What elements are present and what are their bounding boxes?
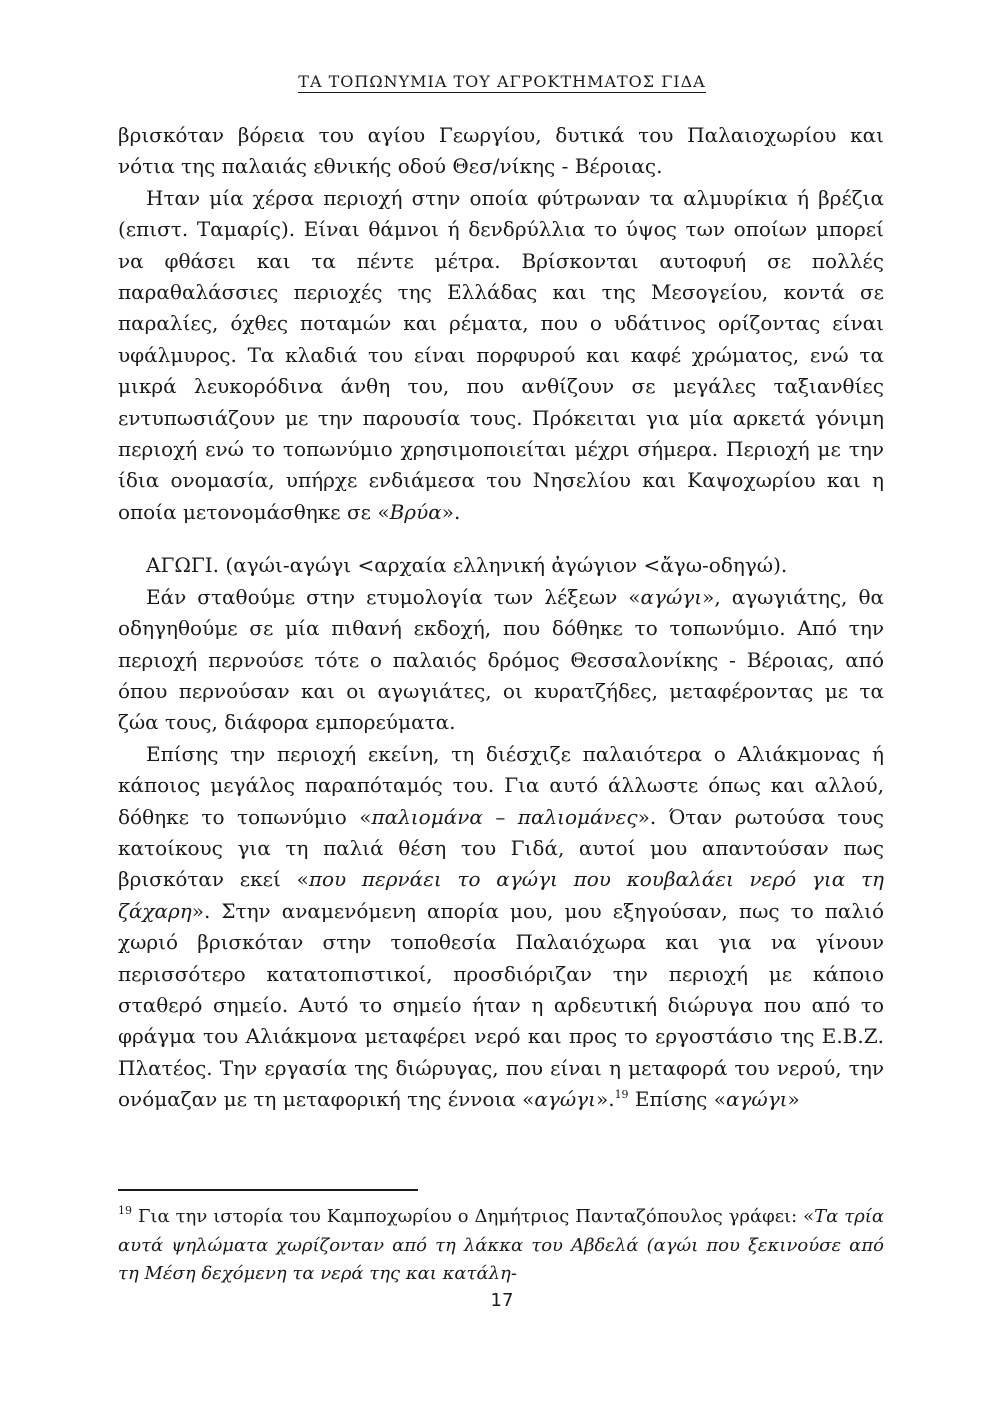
running-head [0, 72, 1004, 91]
body-text [118, 120, 884, 1116]
footnote-19 [118, 1203, 884, 1289]
paragraph-3-end: », αγωγιάτης, θα οδηγηθούμε σε μία πιθανή εκδοχή, που δόθηκε το τοπωνύμιο. Από την περιοχή περνούσε τότε ο παλαιός δρόμος Θεσσαλονίκης - Βέροιας, από όπου περνούσαν και οι αγωγιάτες, οι κυρατζήδες, μεταφέροντας με τα ζώα τους, διάφορα εμπορεύματα. [118, 584, 884, 735]
paragraph-3-italic: αγώγι [640, 584, 703, 609]
paragraph-4-text-d: ». [595, 1087, 615, 1112]
paragraph-4-text-b: ». Όταν ρωτούσα τους κατοίκους για τη παλιά θέση του Γιδά, αυτοί μου απαντούσαν πως βρισκόταν εκεί « [118, 804, 884, 892]
paragraph-2-italic: Βρύα [389, 499, 442, 524]
paragraph-2-end: ». [441, 499, 461, 524]
paragraph-4-italic-1: παλιομάνα – παλιομάνες [371, 804, 638, 829]
paragraph-4-italic-3: αγώγι [534, 1087, 596, 1112]
paragraph-1 [118, 120, 884, 183]
paragraph-4-text-e: Επίσης « [628, 1087, 726, 1112]
paragraph-2-text: Ηταν μία χέρσα περιοχή στην οποία φύτρωναν τα αλμυρίκια ή βρέζια (επιστ. Ταμαρίς). Είναι θάμνοι ή δενδρύλλια το ύψος των οποίων μπορεί να φθάσει και τα πέντε μέτρα. Βρίσκονται αυτοφυή σε πολλές παραθαλάσσιες περιοχές της Ελλάδας και της Μεσογείου, κοντά σε παραλίες, όχθες ποταμών και ρέματα, που ο υδάτινος ορίζοντας είναι υφάλμυρος. Τα κλαδιά του είναι πορφυρού και καφέ χρώματος, ενώ τα μικρά λευκορόδινα άνθη του, που ανθίζουν σε μεγάλες ταξιανθίες εντυπωσιάζουν με την παρουσία τους. Πρόκειται για μία αρκετά γόνιμη περιοχή ενώ το τοπωνύμιο χρησιμοποιείται μέχρι σήμερα. Περιοχή με την ίδια ονομασία, υπήρχε ενδιάμεσα του Νησελίου και Καψοχωρίου και η οποία μετονομάσθηκε σε « [118, 185, 884, 524]
paragraph-4-italic-4: αγώγι [725, 1087, 788, 1112]
footnote-italic: Τα τρία αυτά ψηλώματα χωρίζονταν από τη λάκκα του Αβδελά (αγώι που ξεκινούσε από τη Μέση δεχόμενη τα νερά της και κατάλη- [118, 1206, 884, 1284]
paragraph-4-italic-2: που περνάει το αγώγι που κουβαλάει νερό για τη ζάχαρη [118, 867, 884, 923]
paragraph-4-text-c: ». Στην αναμενόμενη απορία μου, μου εξηγούσαν, πως το παλιό χωριό βρισκόταν στην τοποθεσία Παλαιόχωρα και για να γίνουν περισσότερο κατατοπιστικοί, προσδιόριζαν την περιοχή με κάποιο σταθερό σημείο. Αυτό το σημείο ήταν η αρδευτική διώρυγα που από το φράγμα του Αλιάκμονα μεταφέρει νερό και προς το εργοστάσιο της Ε.Β.Ζ. Πλατέος. Την εργασία της διώρυγας, που είναι η μεταφορά του νερού, την ονόμαζαν με τη μεταφορική της έννοια « [118, 898, 884, 1112]
footnote-text: Για την ιστορία του Καμποχωρίου ο Δημήτριος Πανταζόπουλος γράφει: « [132, 1206, 815, 1227]
paragraph-3 [118, 582, 884, 739]
footnotes [118, 1203, 884, 1289]
paragraph-4-text-a: Επίσης την περιοχή εκείνη, τη διέσχιζε παλαιότερα ο Αλιάκμονας ή κάποιος μεγάλος παραπόταμός του. Για αυτό άλλωστε όπως και αλλού, δόθηκε το τοπωνύμιο « [118, 741, 884, 829]
paragraph-4-text-f: » [787, 1087, 800, 1112]
paragraph-4 [118, 739, 884, 1116]
entry-heading [118, 550, 884, 581]
footnote-number: 19 [118, 1204, 132, 1217]
entry-title: ΑΓΩΓΙ. [146, 553, 220, 578]
footnote-reference[interactable]: 19 [614, 1088, 629, 1102]
paragraph-1-text: βρισκόταν βόρεια του αγίου Γεωργίου, δυτικά του Παλαιοχωρίου και νότια της παλαιάς εθνικής οδού Θεσ/νίκης - Βέροιας. [118, 123, 884, 179]
footnote-divider [118, 1189, 418, 1191]
paragraph-3-text: Εάν σταθούμε στην ετυμολογία των λέξεων « [146, 584, 641, 609]
entry-etymology: (αγώι-αγώγι <αρχαία ελληνική ἀγώγιον <ἄγω-οδηγώ). [219, 553, 788, 578]
page-number: 17 [490, 1290, 514, 1311]
running-head-text: ΤΑ ΤΟΠΩΝΥΜΙΑ ΤΟΥ ΑΓΡΟΚΤΗΜΑΤΟΣ ΓΙΔΑ [298, 72, 706, 91]
paragraph-2 [118, 183, 884, 528]
